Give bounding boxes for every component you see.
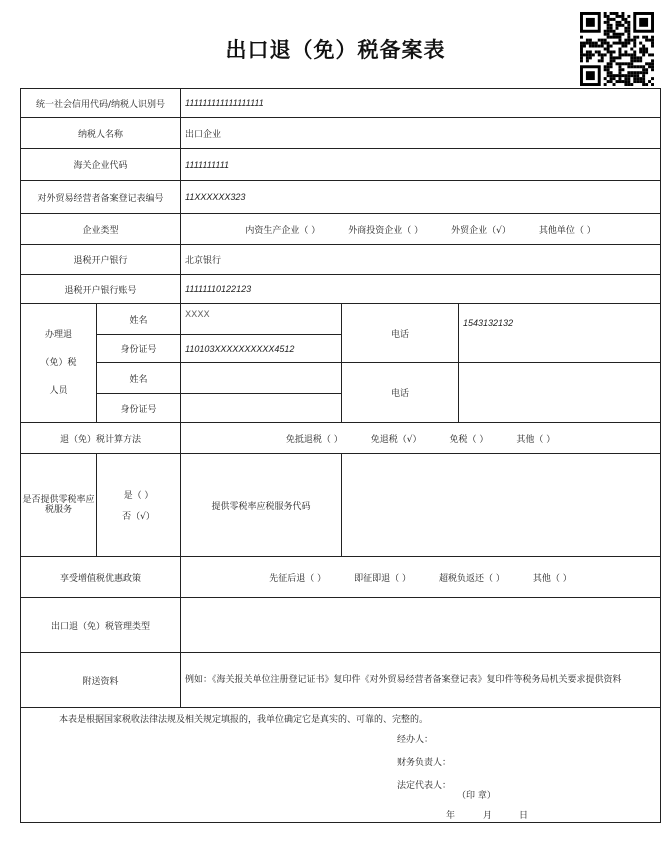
bank-account-value[interactable]: 11111110122123	[181, 275, 661, 304]
trade-reg-label: 对外贸易经营者备案登记表编号	[21, 181, 181, 214]
calc-method-label: 退（免）税计算方法	[21, 423, 181, 454]
customs-code-label: 海关企业代码	[21, 149, 181, 181]
zero-rate-no[interactable]: 否（√）	[122, 512, 155, 522]
vat-policy-options	[181, 557, 661, 598]
credit-code-value[interactable]: 111111111111111111	[181, 89, 661, 118]
option-domestic[interactable]: 内资生产企业（ ）	[245, 225, 321, 236]
option-instant-refund[interactable]: 即征即退（ ）	[354, 573, 412, 584]
id-label: 身份证号	[97, 335, 181, 363]
option-exempt[interactable]: 免税（ ）	[449, 434, 489, 445]
zero-rate-yes[interactable]: 是（ ）	[123, 491, 154, 501]
seal-label: （印 章）	[457, 791, 496, 801]
name-label: 姓名	[97, 304, 181, 335]
phone-label: 电话	[342, 304, 459, 363]
option-trading[interactable]: 外贸企业（√）	[451, 225, 511, 236]
option-exempt-refund[interactable]: 免退税（√）	[370, 434, 422, 445]
trade-reg-value[interactable]: 11XXXXXX323	[181, 181, 661, 214]
zero-rate-choices	[97, 454, 181, 557]
person1-id[interactable]: 110103XXXXXXXXXX4512	[181, 335, 342, 363]
name-label: 姓名	[97, 363, 181, 394]
mgmt-type-label: 出口退（免）税管理类型	[21, 598, 181, 653]
calc-method-options	[181, 423, 661, 454]
option-other[interactable]: 其他（ ）	[532, 573, 572, 584]
personnel-label: 办理退（免）税人员	[21, 304, 97, 423]
declaration-section	[21, 708, 661, 823]
day-label: 日	[519, 811, 529, 821]
taxpayer-name-value[interactable]: 出口企业	[181, 118, 661, 149]
taxpayer-name-label: 纳税人名称	[21, 118, 181, 149]
customs-code-value[interactable]: 1111111111	[181, 149, 661, 181]
bank-value[interactable]: 北京银行	[181, 245, 661, 275]
month-label: 月	[483, 811, 493, 821]
page-title: 出口退（免）税备案表	[225, 38, 446, 62]
mgmt-type-value[interactable]	[181, 598, 661, 653]
attachments-label: 附送资料	[21, 653, 181, 708]
zero-rate-label: 是否提供零税率应税服务	[21, 454, 97, 557]
bank-label: 退税开户银行	[21, 245, 181, 275]
enterprise-type-label: 企业类型	[21, 214, 181, 245]
option-foreign-invested[interactable]: 外商投资企业（ ）	[348, 225, 424, 236]
enterprise-type-options	[181, 214, 661, 245]
attachments-value[interactable]: 例如：《海关报关单位注册登记证书》复印件《对外贸易经营者备案登记表》复印件等税务局机关要求提供资料	[181, 653, 661, 708]
id-label: 身份证号	[97, 394, 181, 423]
credit-code-label: 统一社会信用代码/纳税人识别号	[21, 89, 181, 118]
qr-code-icon	[580, 12, 654, 86]
person2-id[interactable]	[181, 394, 342, 423]
zero-rate-code-value[interactable]	[342, 454, 661, 557]
person1-phone[interactable]: 1543132132	[459, 304, 661, 363]
finance-label: 财务负责人：	[397, 758, 452, 768]
zero-rate-code-label: 提供零税率应税服务代码	[181, 454, 342, 557]
legal-rep-label: 法定代表人：	[397, 781, 452, 791]
phone-label: 电话	[342, 363, 459, 423]
person1-name[interactable]: XXXX	[181, 304, 342, 335]
vat-policy-label: 享受增值税优惠政策	[21, 557, 181, 598]
bank-account-label: 退税开户银行账号	[21, 275, 181, 304]
person2-phone[interactable]	[459, 363, 661, 423]
option-excess-burden-refund[interactable]: 超税负返还（ ）	[439, 573, 505, 584]
option-exempt-credit-refund[interactable]: 免抵退税（ ）	[285, 434, 343, 445]
option-other[interactable]: 其他（ ）	[516, 434, 556, 445]
option-levy-then-refund[interactable]: 先征后退（ ）	[269, 573, 327, 584]
option-other[interactable]: 其他单位（ ）	[538, 225, 596, 236]
handler-label: 经办人：	[397, 735, 434, 745]
person2-name[interactable]	[181, 363, 342, 394]
registration-form	[20, 88, 661, 823]
year-label: 年	[446, 811, 456, 821]
declaration-statement: 本表是根据国家税收法律法规及相关规定填报的，我单位确定它是真实的、可靠的、完整的。	[59, 715, 429, 725]
